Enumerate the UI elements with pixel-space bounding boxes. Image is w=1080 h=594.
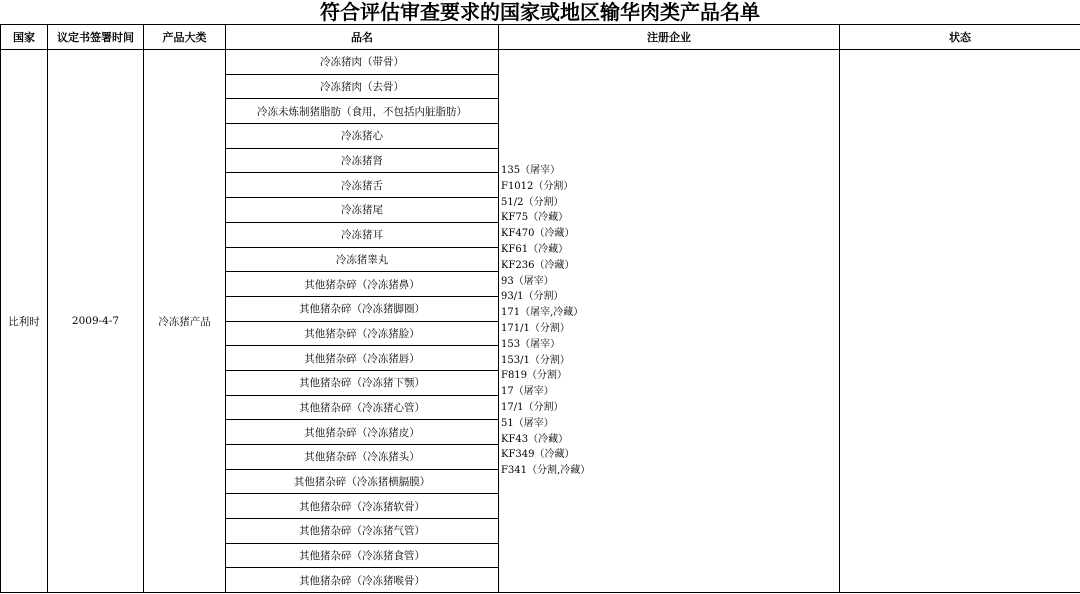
product-name-cell: 其他猪杂碎（冷冻猪唇） <box>226 346 499 371</box>
header-country: 国家 <box>1 25 48 50</box>
enterprise-cell <box>499 50 840 593</box>
product-name-cell: 其他猪杂碎（冷冻猪脚圈） <box>226 296 499 321</box>
product-name-cell: 冷冻猪舌 <box>226 173 499 198</box>
product-name-cell: 冷冻猪睾丸 <box>226 247 499 272</box>
product-name-cell: 冷冻猪心 <box>226 124 499 149</box>
header-date: 议定书签署时间 <box>48 25 144 50</box>
product-name-cell: 冷冻猪肉（去骨） <box>226 74 499 99</box>
product-name-cell: 其他猪杂碎（冷冻猪皮） <box>226 420 499 445</box>
product-table <box>0 24 1080 593</box>
product-name-cell: 其他猪杂碎（冷冻猪脸） <box>226 321 499 346</box>
enterprise-item: 17（屠宰） <box>501 386 554 398</box>
enterprise-item: KF61（冷藏） <box>501 244 569 256</box>
enterprise-item: 51（屠宰） <box>501 417 554 429</box>
product-name-cell: 其他猪杂碎（冷冻猪心管） <box>226 395 499 420</box>
enterprise-item: 135（屠宰） <box>501 165 561 177</box>
enterprise-item: KF349（冷藏） <box>501 449 575 461</box>
country-cell: 比利时 <box>1 50 48 593</box>
page-title: 符合评估审查要求的国家或地区输华肉类产品名单 <box>320 0 760 24</box>
enterprise-item: 17/1（分割） <box>501 402 564 414</box>
product-name-cell: 其他猪杂碎（冷冻猪气管） <box>226 519 499 544</box>
header-row <box>1 25 1080 50</box>
product-name-cell: 冷冻猪耳 <box>226 222 499 247</box>
header-product: 品名 <box>226 25 499 50</box>
product-name-cell: 其他猪杂碎（冷冻猪软骨） <box>226 494 499 519</box>
enterprise-item: F1012（分割） <box>501 180 574 192</box>
product-name-cell: 其他猪杂碎（冷冻猪下颚） <box>226 370 499 395</box>
enterprise-item: 171（屠宰,冷藏） <box>501 307 584 319</box>
product-name-cell: 冷冻猪肾 <box>226 148 499 173</box>
product-name-cell: 其他猪杂碎（冷冻猪喉骨） <box>226 568 499 593</box>
enterprise-item: 171/1（分割） <box>501 323 570 335</box>
header-category: 产品大类 <box>144 25 226 50</box>
header-status: 状态 <box>840 25 1080 50</box>
table-row <box>1 50 1080 75</box>
enterprise-item: 93/1（分割） <box>501 291 564 303</box>
product-name-cell: 冷冻猪肉（带骨） <box>226 50 499 75</box>
product-name-cell: 冷冻猪尾 <box>226 198 499 223</box>
header-enterprise: 注册企业 <box>499 25 840 50</box>
product-name-cell: 其他猪杂碎（冷冻猪鼻） <box>226 272 499 297</box>
date-cell: 2009-4-7 <box>48 50 144 593</box>
enterprise-item: 153（屠宰） <box>501 338 561 350</box>
product-name-cell: 其他猪杂碎（冷冻猪头） <box>226 445 499 470</box>
table-body <box>1 50 1080 593</box>
enterprise-item: KF236（冷藏） <box>501 259 575 271</box>
product-name-cell: 其他猪杂碎（冷冻猪横膈膜） <box>226 469 499 494</box>
enterprise-list <box>499 163 839 479</box>
enterprise-item: KF75（冷藏） <box>501 212 569 224</box>
enterprise-item: F341（分割,冷藏） <box>501 465 591 477</box>
status-cell <box>840 50 1080 593</box>
category-cell: 冷冻猪产品 <box>144 50 226 593</box>
enterprise-item: 51/2（分割） <box>501 196 564 208</box>
enterprise-item: KF470（冷藏） <box>501 228 575 240</box>
enterprise-item: KF43（冷藏） <box>501 433 569 445</box>
product-name-cell: 冷冻未炼制猪脂肪（食用，不包括内脏脂肪） <box>226 99 499 124</box>
enterprise-item: 153/1（分割） <box>501 354 570 366</box>
enterprise-item: F819（分割） <box>501 370 568 382</box>
product-name-cell: 其他猪杂碎（冷冻猪食管） <box>226 543 499 568</box>
enterprise-item: 93（屠宰） <box>501 275 554 287</box>
